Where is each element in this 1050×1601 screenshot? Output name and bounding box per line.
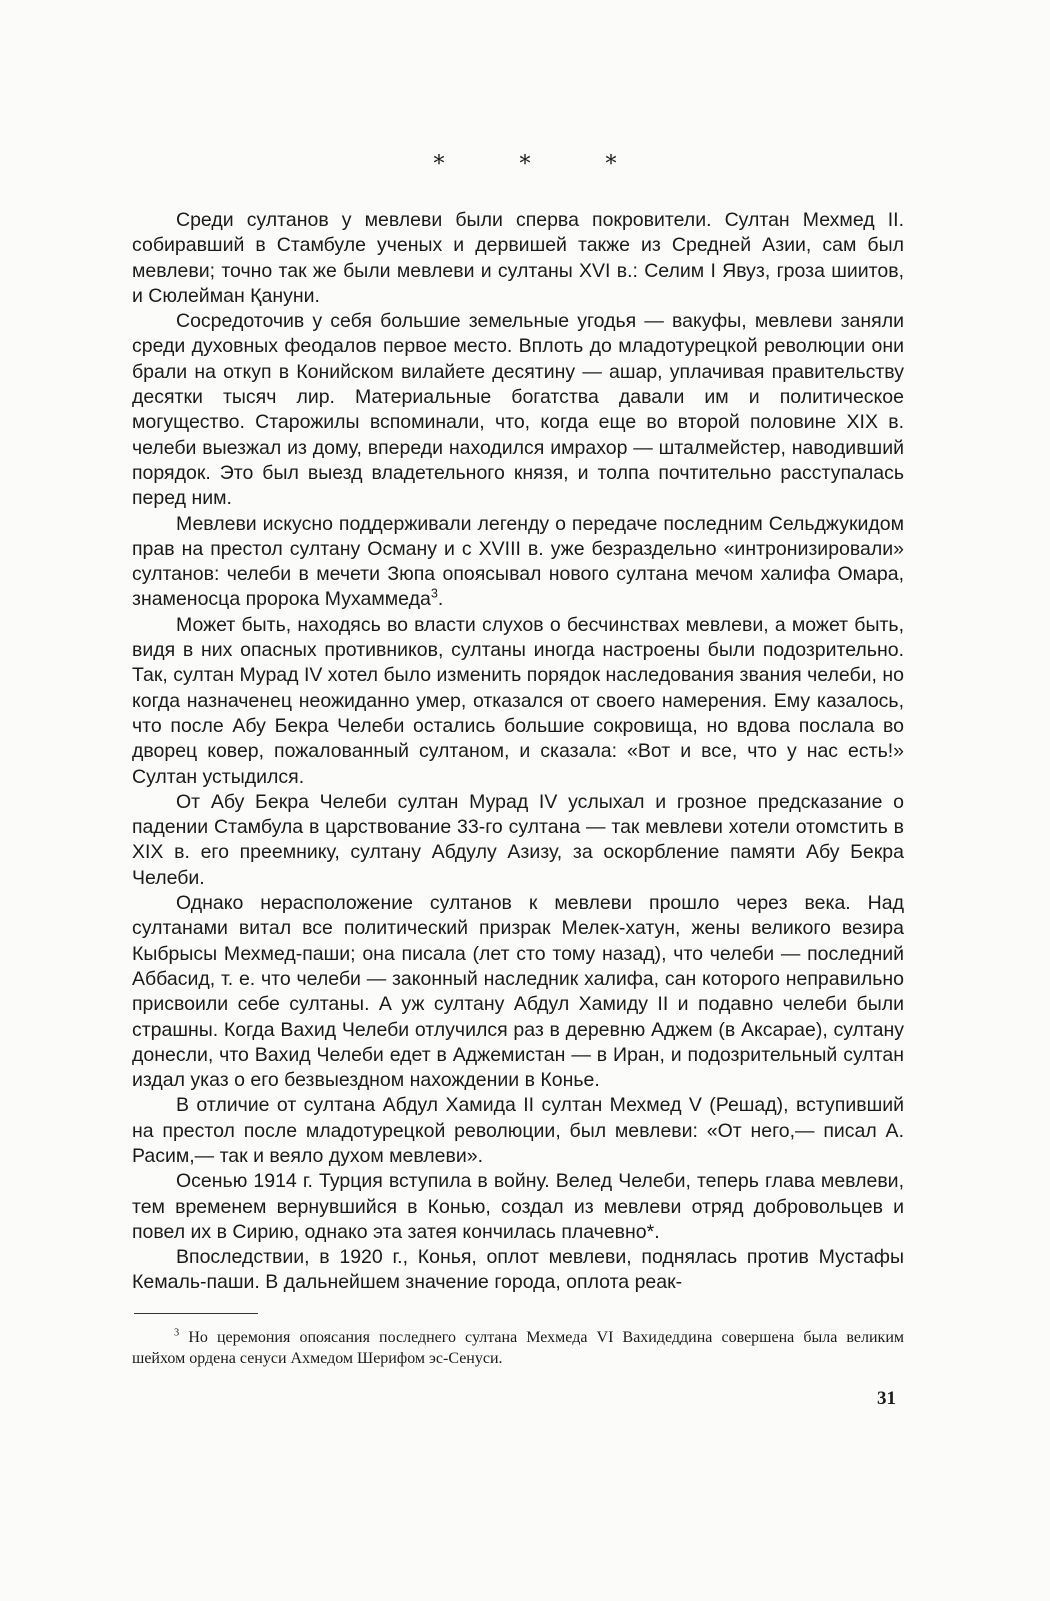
- section-separator: * * *: [433, 152, 651, 177]
- page-number: 31: [877, 1388, 896, 1409]
- asterisk-ref: *: [646, 1220, 655, 1243]
- footnote: [132, 1327, 904, 1369]
- paragraph: Может быть, находясь во власти слухов о бесчинствах мевлеви, а может быть, видя в них опасных противников, султаны иногда настроены были подозрительно. Так, султан Мурад IV хотел было изменить порядок наследования звания челеби, но когда назначенец неожиданно умер, отказался от своего намерения. Ему казалось, что после Абу Бекра Челеби остались большие сокровища, но вдова послала во дворец ковер, пожалованный султаном, и сказала: «Вот и все, что у нас есть!» Султан устыдился.: [132, 613, 904, 788]
- footnote-divider: [134, 1313, 258, 1314]
- paragraph: Мевлеви искусно поддерживали легенду о передаче последним Сельджукидом прав на престол султану Осману и с XVIII в. уже безраздельно «интронизировали» султанов: челеби в мечети Зюпа опоясывал нового султана мечом халифа Омара, знаменосца пророка Мухаммеда$^3$.: [132, 512, 904, 611]
- paragraph: От Абу Бекра Челеби султан Мурад IV услыхал и грозное предсказание о падении Стамбула в царствование 33-го султана — так мевлеви хотели отомстить в XIX в. его преемнику, султану Абдулу Азизу, за оскорбление памяти Абу Бекра Челеби.: [132, 790, 904, 889]
- paragraph: Сосредоточив у себя большие земельные угодья — вакуфы, мевлеви заняли среди духовных феодалов первое место. Вплоть до младотурецкой революции они брали на откуп в Конийском вилайете десятину — ашар, уплачивая правительству десятки тысяч лир. Материальные богатства давали им и политическое могущество. Старожилы вспоминали, что, когда еще во второй половине XIX в. челеби выезжал из дому, впереди находился имрахор — шталмейстер, наводивший порядок. Это был выезд владетельного князя, и толпа почтительно расступалась перед ним.: [132, 310, 904, 510]
- footnote-text: Но церемония опоясания последнего султана Мехмеда VI Вахидеддина совершена была великим шейхом ордена сенуси Ахмедом Шерифом эс-Сенуси.: [132, 1329, 905, 1367]
- footnote-mark: 3: [174, 1327, 180, 1339]
- paragraph: В отличие от султана Абдул Хамида II султан Мехмед V (Решад), вступивший на престол после младотурецкой революции, был мевлеви: «От него,— писал А. Расим,— так и веяло духом мевлеви».: [132, 1094, 904, 1167]
- footnote-ref: 3: [430, 586, 438, 601]
- paragraph: Однако нерасположение султанов к мевлеви прошло через века. Над султанами витал все политический призрак Мелек-хатун, жены великого везира Кыбрысы Мехмед-паши; она писала (лет сто тому назад), что челеби — последний Аббасид, т. е. что челеби — законный наследник халифа, сан которого неправильно присвоили себе султаны. А уж султану Абдул Хамиду II и подавно челеби были страшны. Когда Вахид Челеби отлучился раз в деревню Аджем (в Аксарае), султану донесли, что Вахид Челеби едет в Аджемистан — в Иран, и подозрительный султан издал указ о его безвыездном нахождении в Конье.: [132, 892, 904, 1092]
- main-text: [132, 208, 904, 1296]
- paragraph: Впоследствии, в 1920 г., Конья, оплот мевлеви, поднялась против Мустафы Кемаль-паши. В дальнейшем значение города, оплота реак-: [132, 1246, 904, 1294]
- paragraph: Осенью 1914 г. Турция вступила в войну. Велед Челеби, теперь глава мевлеви, тем временем вернувшийся в Конью, создал из мевлеви отряд добровольцев и повел их в Сирию, однако эта затея кончилась плачевно*.: [132, 1170, 904, 1243]
- paragraph: Среди султанов у мевлеви были сперва покровители. Султан Мехмед II. собиравший в Стамбуле ученых и дервишей также из Средней Азии, сам был мевлеви; точно так же были мевлеви и султаны XVI в.: Селим I Явуз, гроза шиитов, и Сюлейман Қануни.: [132, 209, 904, 307]
